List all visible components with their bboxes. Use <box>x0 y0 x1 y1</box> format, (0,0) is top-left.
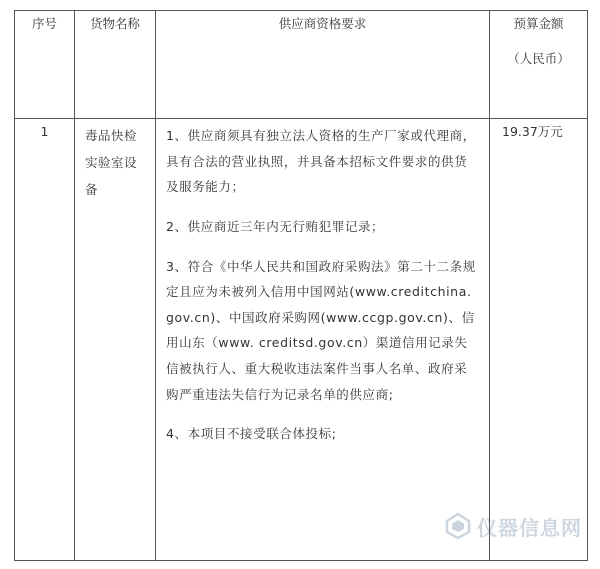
row-requirements-cell <box>156 119 490 561</box>
procurement-table <box>14 10 588 561</box>
row-no: 1 <box>40 124 49 139</box>
row-budget: 19.37万元 <box>502 124 563 139</box>
row-name-cell <box>75 119 156 561</box>
header-row <box>15 11 588 119</box>
header-cell-budget <box>490 11 588 119</box>
watermark-text: 仪器信息网 <box>477 515 582 540</box>
table-row <box>15 119 588 561</box>
row-no-cell <box>15 119 75 561</box>
requirement-item: 1、供应商须具有独立法人资格的生产厂家或代理商，具有合法的营业执照，并具备本招标文件要求的供货及服务能力； <box>166 128 476 195</box>
requirement-item: 3、符合《中华人民共和国政府采购法》第二十二条规定且应为未被列入信用中国网站(www.creditchina.gov.cn)、中国政府采购网(www.ccgp.gov.cn)、信用山东（www. creditsd.gov.cn）渠道信用记录失信被执行人、重大税收违法案件当事人名单、政府采购严重违法失信行为记录名单的供应商; <box>166 258 476 402</box>
requirement-item: 2、供应商近三年内无行贿犯罪记录； <box>166 218 385 234</box>
row-goods-name: 毒品快检实验室设备 <box>85 128 138 197</box>
header-cell-name <box>75 11 156 119</box>
header-budget: 预算金额 <box>513 16 564 31</box>
header-name: 货物名称 <box>89 16 140 31</box>
header-budget-unit: （人民币） <box>507 50 570 66</box>
header-requirements: 供应商资格要求 <box>278 16 367 31</box>
header-cell-requirements <box>156 11 490 119</box>
header-cell-no <box>15 11 75 119</box>
requirement-item: 4、本项目不接受联合体投标; <box>166 426 337 442</box>
row-budget-cell <box>490 119 588 561</box>
header-no: 序号 <box>31 16 57 31</box>
